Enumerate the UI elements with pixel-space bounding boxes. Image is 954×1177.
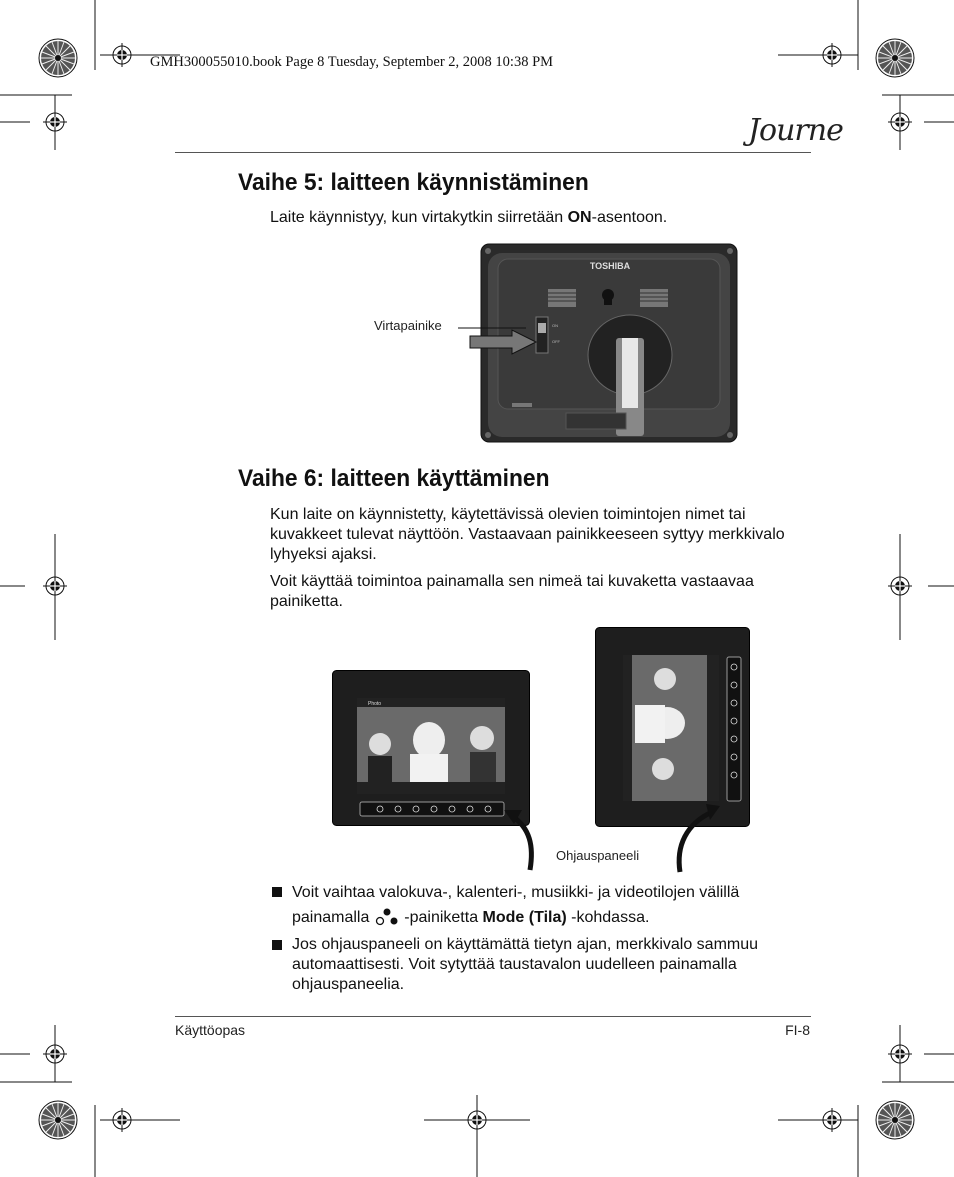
bullet-1-text-before: painamalla: [292, 909, 374, 926]
device-brand-text: TOSHIBA: [589, 261, 631, 271]
frame-portrait-image: [595, 627, 750, 827]
section5-heading: Vaihe 5: laitteen käynnistäminen: [238, 169, 589, 196]
bullet-marker-2: [272, 940, 282, 950]
bullet-2-text: Jos ohjauspaneeli on käyttämättä tietyn ajan, merkkivalo sammuu automaattisesti. Voit sytyttää taustavalon uudelleen painamalla ohjauspaneelia.: [292, 936, 759, 993]
mode-bold-label: Mode (Tila): [482, 909, 567, 926]
section6-heading: Vaihe 6: laitteen käyttäminen: [238, 465, 550, 492]
bullet-1-line-1: Voit vaihtaa valokuva-, kalenteri-, musiikki- ja videotilojen välillä: [292, 884, 740, 901]
brand-logo: Journe: [748, 113, 843, 148]
footer-left: Käyttöopas: [175, 1022, 246, 1038]
print-info: GMH300055010.book Page 8 Tuesday, September 2, 2008 10:38 PM: [150, 54, 554, 70]
bullet-marker-1: [272, 887, 282, 897]
landscape-screen-label: Photo: [368, 701, 382, 707]
section6-paragraph-1: Kun laite on käynnistetty, käytettävissä olevien toimintojen nimet tai kuvakkeet tulevat näyttöön. Vastaavaan painikkeeseen syttyy merkkivalo lyhyeksi ajaksi.: [270, 506, 785, 563]
mode-icon: [374, 908, 400, 926]
switch-off-label: OFF: [552, 339, 560, 344]
control-panel-label: Ohjauspaneeli: [556, 848, 640, 863]
power-button-arrow: [456, 326, 542, 356]
page-number: FI-8: [785, 1022, 810, 1038]
control-panel-arrows: [500, 800, 730, 880]
power-button-label: Virtapainike: [374, 318, 442, 333]
section6-paragraph-2: Voit käyttää toimintoa painamalla sen nimeä tai kuvaketta vastaavaa painiketta.: [270, 573, 754, 610]
section5-intro: [270, 208, 667, 228]
intro-text-after: -asentoon.: [591, 209, 668, 226]
bullet-1-line-2: [292, 908, 649, 928]
footer-rule: [175, 1016, 811, 1017]
bullet-1-text-after: -kohdassa.: [566, 909, 650, 926]
intro-text-before: Laite käynnistyy, kun virtakytkin siirretään: [270, 209, 568, 226]
bullet-1-text-mid: -painiketta: [399, 909, 483, 926]
switch-on-label: ON: [552, 323, 558, 328]
header-rule: [175, 152, 811, 153]
intro-on-bold: ON: [567, 209, 592, 226]
